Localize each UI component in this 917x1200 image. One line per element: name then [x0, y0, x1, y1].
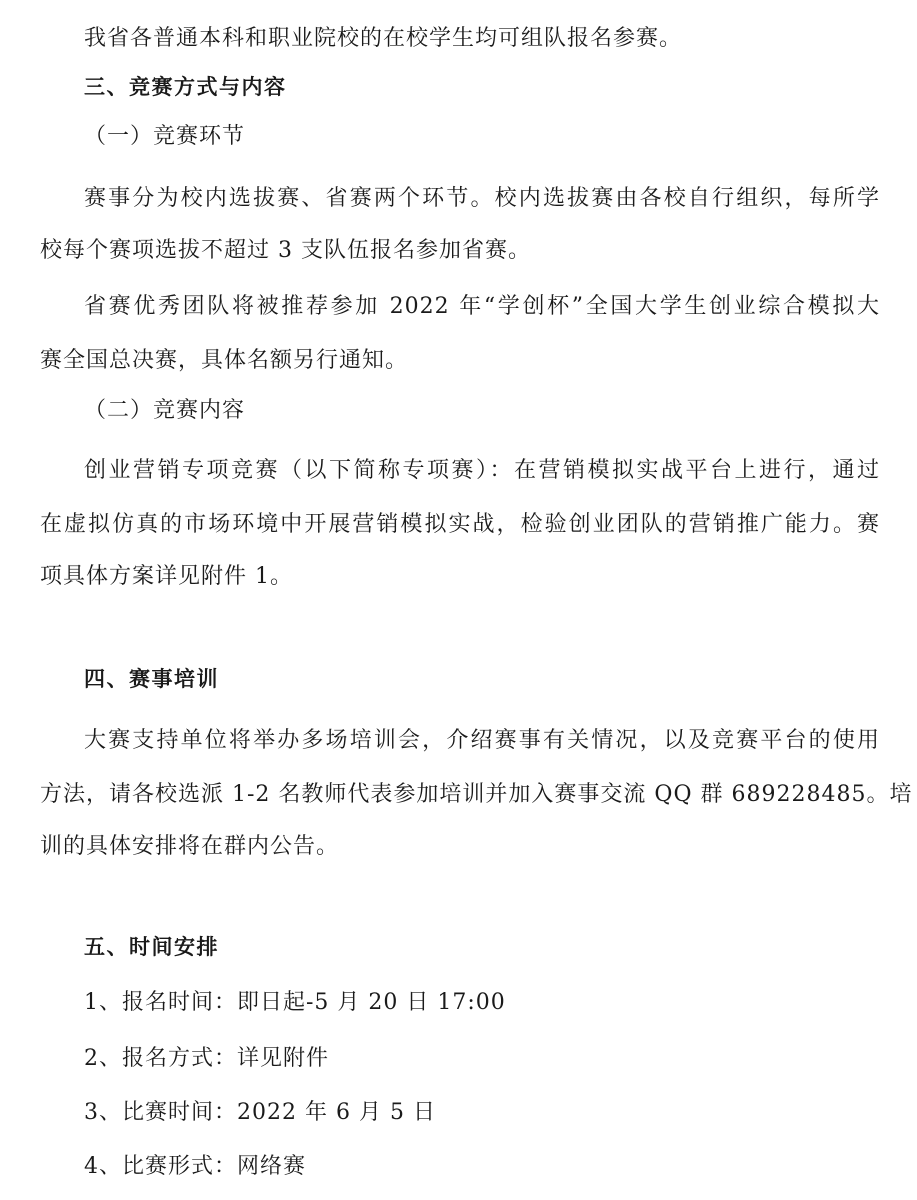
section-4-heading: 四、赛事培训	[84, 667, 219, 691]
paragraph-4-line-3: 训的具体安排将在群内公告。	[40, 834, 340, 859]
subsection-1-heading: （一）竞赛环节	[84, 124, 246, 149]
paragraph-4-line-2: 方法，请各校选派 1-2 名教师代表参加培训并加入赛事交流 QQ 群 689228485。培	[40, 782, 913, 807]
paragraph-3-line-3: 项具体方案详见附件 1。	[40, 564, 293, 589]
paragraph-2-line-2: 赛全国总决赛，具体名额另行通知。	[40, 348, 409, 373]
intro-line: 我省各普通本科和职业院校的在校学生均可组队报名参赛。	[84, 26, 683, 51]
paragraph-3-line-1: 创业营销专项竞赛（以下简称专项赛）：在营销模拟实战平台上进行，通过	[84, 458, 880, 483]
schedule-item-1: 1、报名时间：即日起-5 月 20 日 17:00	[84, 990, 506, 1015]
schedule-item-2: 2、报名方式：详见附件	[84, 1046, 329, 1071]
paragraph-1-line-2: 校每个赛项选拔不超过 3 支队伍报名参加省赛。	[40, 238, 531, 263]
paragraph-4-line-1: 大赛支持单位将举办多场培训会，介绍赛事有关情况，以及竞赛平台的使用	[84, 728, 880, 753]
subsection-2-heading: （二）竞赛内容	[84, 398, 246, 423]
paragraph-2-line-1: 省赛优秀团队将被推荐参加 2022 年“学创杯”全国大学生创业综合模拟大	[84, 294, 880, 319]
paragraph-1-line-1: 赛事分为校内选拔赛、省赛两个环节。校内选拔赛由各校自行组织，每所学	[84, 186, 880, 211]
schedule-item-4: 4、比赛形式：网络赛	[84, 1154, 306, 1179]
paragraph-3-line-2: 在虚拟仿真的市场环境中开展营销模拟实战，检验创业团队的营销推广能力。赛	[40, 512, 880, 537]
section-5-heading: 五、时间安排	[84, 935, 219, 959]
schedule-item-3: 3、比赛时间：2022 年 6 月 5 日	[84, 1100, 436, 1125]
section-3-heading: 三、竞赛方式与内容	[84, 75, 287, 99]
